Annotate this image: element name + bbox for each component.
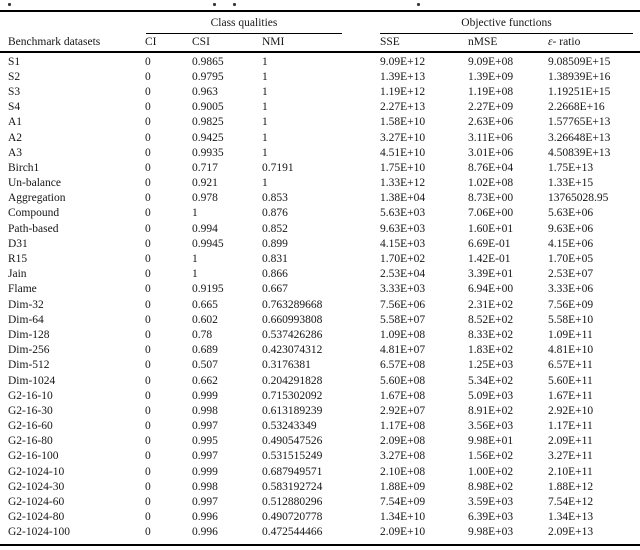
table-row: [0, 479, 640, 494]
csi-value-cell: 0.996: [192, 511, 218, 524]
eps-ratio-value-cell: 7.54E+12: [548, 496, 594, 509]
csi-value-cell: 0.994: [192, 222, 218, 235]
eps-ratio-value-cell: 4.15E+06: [548, 237, 594, 250]
dataset-name-cell: Dim-32: [8, 298, 44, 311]
dataset-name-cell: Jain: [8, 268, 27, 281]
sse-value-cell: 2.27E+13: [380, 101, 426, 114]
dataset-name-cell: Un-balance: [8, 177, 61, 190]
ci-value-cell: 0: [145, 359, 151, 372]
table-row: [0, 403, 640, 418]
ci-value-cell: 0: [145, 450, 151, 463]
table-row: [0, 236, 640, 251]
table-row: [0, 388, 640, 403]
sse-value-cell: 2.09E+10: [380, 526, 426, 539]
sse-value-cell: 1.70E+02: [380, 253, 426, 266]
dataset-name-cell: D31: [8, 237, 28, 250]
dataset-name-cell: A3: [8, 146, 23, 159]
dataset-name-cell: A1: [8, 116, 23, 129]
csi-value-cell: 0.921: [192, 177, 218, 190]
csi-value-cell: 0.999: [192, 389, 218, 402]
nmse-value-cell: 2.63E+06: [468, 116, 514, 129]
eps-ratio-value-cell: 5.63E+06: [548, 207, 594, 220]
nmi-value-cell: 1: [262, 101, 268, 114]
dataset-name-cell: G2-16-100: [8, 450, 59, 463]
ci-value-cell: 0: [145, 222, 151, 235]
sse-value-cell: 3.27E+10: [380, 131, 426, 144]
csi-value-cell: 0.9865: [192, 55, 224, 68]
sse-value-cell: 1.67E+08: [380, 389, 426, 402]
ci-value-cell: 0: [145, 55, 151, 68]
table-row: [0, 100, 640, 115]
csi-value-cell: 0.717: [192, 161, 218, 174]
eps-ratio-value-cell: 6.57E+11: [548, 359, 593, 372]
csi-value-cell: 0.662: [192, 374, 218, 387]
table-row: [0, 282, 640, 297]
sse-value-cell: 5.63E+03: [380, 207, 426, 220]
nmi-value-cell: 0.899: [262, 237, 288, 250]
csi-value-cell: 1: [192, 207, 198, 220]
nmi-value-cell: 1: [262, 85, 268, 98]
table-body: [0, 54, 640, 540]
dataset-name-cell: S1: [8, 55, 21, 68]
table-row: [0, 145, 640, 160]
csi-value-cell: 0.665: [192, 298, 218, 311]
ci-value-cell: 0: [145, 161, 151, 174]
nmse-value-cell: 8.98E+02: [468, 480, 514, 493]
eps-ratio-value-cell: 2.92E+10: [548, 404, 594, 417]
sse-value-cell: 3.27E+08: [380, 450, 426, 463]
table-row: [0, 267, 640, 282]
nmse-value-cell: 5.34E+02: [468, 374, 514, 387]
sse-value-cell: 1.58E+10: [380, 116, 426, 129]
sse-value-cell: 5.60E+08: [380, 374, 426, 387]
sse-value-cell: 7.56E+06: [380, 298, 426, 311]
table-row: [0, 358, 640, 373]
dataset-name-cell: G2-1024-60: [8, 496, 65, 509]
table-row: [0, 206, 640, 221]
dataset-name-cell: G2-1024-10: [8, 465, 65, 478]
group-header-objective-functions: Objective functions: [461, 16, 552, 29]
ci-value-cell: 0: [145, 374, 151, 387]
nmi-value-cell: 0.3176381: [262, 359, 311, 372]
table-row: [0, 419, 640, 434]
group-header-class-qualities: Class qualities: [210, 16, 278, 29]
csi-value-cell: 0.9825: [192, 116, 224, 129]
csi-value-cell: 0.78: [192, 328, 213, 341]
ci-value-cell: 0: [145, 404, 151, 417]
csi-value-cell: 0.689: [192, 344, 218, 357]
ci-value-cell: 0: [145, 435, 151, 448]
csi-value-cell: 0.9945: [192, 237, 224, 250]
ci-value-cell: 0: [145, 480, 151, 493]
nmi-value-cell: 0.853: [262, 192, 288, 205]
dataset-name-cell: G2-16-60: [8, 420, 53, 433]
table-row: [0, 84, 640, 99]
dataset-name-cell: S3: [8, 85, 21, 98]
dataset-name-cell: S2: [8, 70, 21, 83]
dataset-name-cell: Path-based: [8, 222, 59, 235]
table-row: [0, 525, 640, 540]
eps-ratio-value-cell: 3.27E+11: [548, 450, 593, 463]
sse-value-cell: 1.75E+10: [380, 161, 426, 174]
table-row: [0, 449, 640, 464]
ci-value-cell: 0: [145, 85, 151, 98]
eps-ratio-value-cell: 1.57765E+13: [548, 116, 611, 129]
table-row: [0, 130, 640, 145]
sse-value-cell: 1.34E+10: [380, 511, 426, 524]
epsilon-symbol: ε-: [548, 36, 557, 48]
nmse-value-cell: 5.09E+03: [468, 389, 514, 402]
nmi-value-cell: 0.512880296: [262, 496, 323, 509]
ci-value-cell: 0: [145, 389, 151, 402]
sse-value-cell: 2.53E+04: [380, 268, 426, 281]
nmi-value-cell: 0.831: [262, 253, 288, 266]
text-remnant-mark: [233, 3, 236, 6]
nmi-value-cell: 0.531515249: [262, 450, 323, 463]
csi-value-cell: 0.9005: [192, 101, 224, 114]
dataset-name-cell: G2-1024-100: [8, 526, 70, 539]
csi-value-cell: 0.602: [192, 313, 218, 326]
eps-ratio-value-cell: 1.67E+11: [548, 389, 593, 402]
nmi-value-cell: 0.583192724: [262, 480, 323, 493]
nmse-value-cell: 2.27E+09: [468, 101, 514, 114]
col-header-csi: CSI: [192, 36, 210, 48]
csi-value-cell: 0.997: [192, 420, 218, 433]
csi-value-cell: 0.997: [192, 496, 218, 509]
eps-ratio-value-cell: 2.53E+07: [548, 268, 594, 281]
dataset-name-cell: G2-1024-30: [8, 480, 65, 493]
eps-ratio-value-cell: 3.33E+06: [548, 283, 594, 296]
ci-value-cell: 0: [145, 313, 151, 326]
csi-value-cell: 0.978: [192, 192, 218, 205]
text-remnant-mark: [417, 3, 420, 6]
dataset-name-cell: R15: [8, 253, 28, 266]
table-row: [0, 191, 640, 206]
dataset-name-cell: Flame: [8, 283, 37, 296]
table-row: [0, 464, 640, 479]
ci-value-cell: 0: [145, 207, 151, 220]
ci-value-cell: 0: [145, 328, 151, 341]
sse-value-cell: 9.63E+03: [380, 222, 426, 235]
sse-value-cell: 2.09E+08: [380, 435, 426, 448]
table-header-rule: [0, 51, 640, 53]
dataset-name-cell: A2: [8, 131, 23, 144]
dataset-name-cell: Dim-64: [8, 313, 44, 326]
nmse-value-cell: 1.39E+09: [468, 70, 514, 83]
ci-value-cell: 0: [145, 496, 151, 509]
csi-value-cell: 0.998: [192, 480, 218, 493]
sse-value-cell: 1.88E+09: [380, 480, 426, 493]
eps-ratio-value-cell: 1.09E+11: [548, 328, 593, 341]
ci-value-cell: 0: [145, 268, 151, 281]
eps-ratio-value-cell: 1.70E+05: [548, 253, 594, 266]
table-row: [0, 510, 640, 525]
table-row: [0, 434, 640, 449]
nmse-value-cell: 7.06E+00: [468, 207, 514, 220]
nmse-value-cell: 1.60E+01: [468, 222, 514, 235]
nmse-value-cell: 1.25E+03: [468, 359, 514, 372]
nmse-value-cell: 6.39E+03: [468, 511, 514, 524]
sse-value-cell: 1.09E+08: [380, 328, 426, 341]
nmse-value-cell: 1.19E+08: [468, 85, 514, 98]
sse-value-cell: 4.15E+03: [380, 237, 426, 250]
sse-value-cell: 4.81E+07: [380, 344, 426, 357]
nmse-value-cell: 9.09E+08: [468, 55, 514, 68]
ci-value-cell: 0: [145, 116, 151, 129]
ci-value-cell: 0: [145, 420, 151, 433]
ci-value-cell: 0: [145, 146, 151, 159]
table-row: [0, 327, 640, 342]
nmi-value-cell: 0.423074312: [262, 344, 323, 357]
nmse-value-cell: 3.11E+06: [468, 131, 513, 144]
eps-ratio-value-cell: 2.10E+11: [548, 465, 593, 478]
nmi-value-cell: 1: [262, 177, 268, 190]
eps-ratio-value-cell: 9.63E+06: [548, 222, 594, 235]
nmse-value-cell: 9.98E+01: [468, 435, 514, 448]
table-row: [0, 54, 640, 69]
dataset-name-cell: G2-1024-80: [8, 511, 65, 524]
eps-ratio-value-cell: 9.08509E+15: [548, 55, 611, 68]
nmi-value-cell: 0.852: [262, 222, 288, 235]
dataset-name-cell: Compound: [8, 207, 60, 220]
csi-value-cell: 0.9935: [192, 146, 224, 159]
csi-value-cell: 0.995: [192, 435, 218, 448]
table-row: [0, 160, 640, 175]
dataset-name-cell: Aggregation: [8, 192, 66, 205]
nmi-value-cell: 1: [262, 146, 268, 159]
eps-ratio-value-cell: 4.81E+10: [548, 344, 594, 357]
sse-value-cell: 3.33E+03: [380, 283, 426, 296]
nmi-value-cell: 0.53243349: [262, 420, 317, 433]
eps-ratio-value-cell: 1.17E+11: [548, 420, 593, 433]
nmse-value-cell: 8.76E+04: [468, 161, 514, 174]
ci-value-cell: 0: [145, 70, 151, 83]
eps-ratio-value-cell: 3.26648E+13: [548, 131, 611, 144]
nmi-value-cell: 1: [262, 116, 268, 129]
sse-value-cell: 2.92E+07: [380, 404, 426, 417]
nmi-value-cell: 1: [262, 55, 268, 68]
table-row: [0, 221, 640, 236]
nmi-value-cell: 1: [262, 70, 268, 83]
eps-ratio-value-cell: 1.19251E+15: [548, 85, 611, 98]
csi-value-cell: 1: [192, 253, 198, 266]
nmse-value-cell: 1.00E+02: [468, 465, 514, 478]
nmi-value-cell: 0.715302092: [262, 389, 323, 402]
col-header-nmi: NMI: [262, 36, 285, 48]
nmse-value-cell: 3.01E+06: [468, 146, 514, 159]
nmse-value-cell: 8.52E+02: [468, 313, 514, 326]
table-row: [0, 494, 640, 509]
dataset-name-cell: Dim-512: [8, 359, 50, 372]
eps-ratio-value-cell: 1.33E+15: [548, 177, 594, 190]
nmse-value-cell: 3.59E+03: [468, 496, 514, 509]
table-row: [0, 312, 640, 327]
table-row: [0, 115, 640, 130]
ci-value-cell: 0: [145, 511, 151, 524]
nmse-value-cell: 8.33E+02: [468, 328, 514, 341]
nmse-value-cell: 1.02E+08: [468, 177, 514, 190]
table-bottom-rule: [0, 544, 640, 546]
column-header-row: [0, 34, 640, 50]
nmi-value-cell: 0.204291828: [262, 374, 323, 387]
ci-value-cell: 0: [145, 253, 151, 266]
csi-value-cell: 0.997: [192, 450, 218, 463]
ci-value-cell: 0: [145, 131, 151, 144]
nmse-value-cell: 6.94E+00: [468, 283, 514, 296]
nmi-value-cell: 0.490720778: [262, 511, 323, 524]
eps-ratio-label: ratio: [556, 36, 581, 48]
sse-value-cell: 7.54E+09: [380, 496, 426, 509]
table-row: [0, 297, 640, 312]
eps-ratio-value-cell: 5.60E+11: [548, 374, 593, 387]
eps-ratio-value-cell: 1.38939E+16: [548, 70, 611, 83]
sse-value-cell: 6.57E+08: [380, 359, 426, 372]
sse-value-cell: 1.33E+12: [380, 177, 426, 190]
ci-value-cell: 0: [145, 344, 151, 357]
sse-value-cell: 1.19E+12: [380, 85, 426, 98]
nmse-value-cell: 1.42E-01: [468, 253, 511, 266]
eps-ratio-value-cell: 1.88E+12: [548, 480, 594, 493]
csi-value-cell: 0.963: [192, 85, 218, 98]
dataset-name-cell: G2-16-10: [8, 389, 53, 402]
dataset-name-cell: S4: [8, 101, 21, 114]
nmse-value-cell: 1.56E+02: [468, 450, 514, 463]
eps-ratio-value-cell: 5.58E+10: [548, 313, 594, 326]
dataset-name-cell: Dim-128: [8, 328, 50, 341]
sse-value-cell: 5.58E+07: [380, 313, 426, 326]
ci-value-cell: 0: [145, 526, 151, 539]
csi-value-cell: 0.9795: [192, 70, 224, 83]
dataset-name-cell: Dim-1024: [8, 374, 56, 387]
nmi-value-cell: 0.613189239: [262, 404, 323, 417]
nmi-value-cell: 0.687949571: [262, 465, 323, 478]
ci-value-cell: 0: [145, 237, 151, 250]
dataset-name-cell: G2-16-80: [8, 435, 53, 448]
csi-value-cell: 0.9425: [192, 131, 224, 144]
nmi-value-cell: 0.490547526: [262, 435, 323, 448]
nmi-value-cell: 0.660993808: [262, 313, 323, 326]
text-remnant-mark: [8, 3, 11, 6]
text-remnant-mark: [213, 3, 216, 6]
nmse-value-cell: 9.98E+03: [468, 526, 514, 539]
csi-value-cell: 1: [192, 268, 198, 281]
nmi-value-cell: 0.537426286: [262, 328, 323, 341]
csi-value-cell: 0.996: [192, 526, 218, 539]
eps-ratio-value-cell: 1.75E+13: [548, 161, 594, 174]
eps-ratio-value-cell: 13765028.95: [548, 192, 609, 205]
eps-ratio-value-cell: 2.09E+11: [548, 435, 593, 448]
csi-value-cell: 0.998: [192, 404, 218, 417]
col-header-ci: CI: [145, 36, 157, 48]
nmi-value-cell: 0.472544466: [262, 526, 323, 539]
dataset-name-cell: Birch1: [8, 161, 40, 174]
eps-ratio-value-cell: 2.2668E+16: [548, 101, 605, 114]
table-row: [0, 69, 640, 84]
nmse-value-cell: 6.69E-01: [468, 237, 511, 250]
csi-value-cell: 0.9195: [192, 283, 224, 296]
ci-value-cell: 0: [145, 101, 151, 114]
ci-value-cell: 0: [145, 283, 151, 296]
eps-ratio-value-cell: 2.09E+13: [548, 526, 594, 539]
col-header-eps-ratio: [548, 36, 640, 48]
ci-value-cell: 0: [145, 298, 151, 311]
ci-value-cell: 0: [145, 192, 151, 205]
dataset-name-cell: G2-16-30: [8, 404, 53, 417]
nmi-value-cell: 0.7191: [262, 161, 294, 174]
dataset-name-cell: Dim-256: [8, 344, 50, 357]
csi-value-cell: 0.507: [192, 359, 218, 372]
nmi-value-cell: 0.866: [262, 268, 288, 281]
nmse-value-cell: 2.31E+02: [468, 298, 514, 311]
nmi-value-cell: 0.763289668: [262, 298, 323, 311]
sse-value-cell: 2.10E+08: [380, 465, 426, 478]
ci-value-cell: 0: [145, 465, 151, 478]
table-row: [0, 251, 640, 266]
eps-ratio-value-cell: 4.50839E+13: [548, 146, 611, 159]
sse-value-cell: 1.17E+08: [380, 420, 426, 433]
nmse-value-cell: 3.39E+01: [468, 268, 514, 281]
table-row: [0, 343, 640, 358]
nmi-value-cell: 0.876: [262, 207, 288, 220]
eps-ratio-value-cell: 1.34E+13: [548, 511, 594, 524]
table-row: [0, 176, 640, 191]
nmse-value-cell: 8.73E+00: [468, 192, 514, 205]
col-header-benchmark-datasets: Benchmark datasets: [8, 36, 101, 48]
nmse-value-cell: 1.83E+02: [468, 344, 514, 357]
eps-ratio-value-cell: 7.56E+09: [548, 298, 594, 311]
col-header-nmse: nMSE: [468, 36, 498, 48]
nmse-value-cell: 3.56E+03: [468, 420, 514, 433]
sse-value-cell: 1.38E+04: [380, 192, 426, 205]
sse-value-cell: 9.09E+12: [380, 55, 426, 68]
table-top-rule: [0, 10, 640, 12]
csi-value-cell: 0.999: [192, 465, 218, 478]
nmi-value-cell: 0.667: [262, 283, 288, 296]
sse-value-cell: 1.39E+13: [380, 70, 426, 83]
nmi-value-cell: 1: [262, 131, 268, 144]
col-header-sse: SSE: [380, 36, 400, 48]
ci-value-cell: 0: [145, 177, 151, 190]
table-row: [0, 373, 640, 388]
sse-value-cell: 4.51E+10: [380, 146, 426, 159]
nmse-value-cell: 8.91E+02: [468, 404, 514, 417]
